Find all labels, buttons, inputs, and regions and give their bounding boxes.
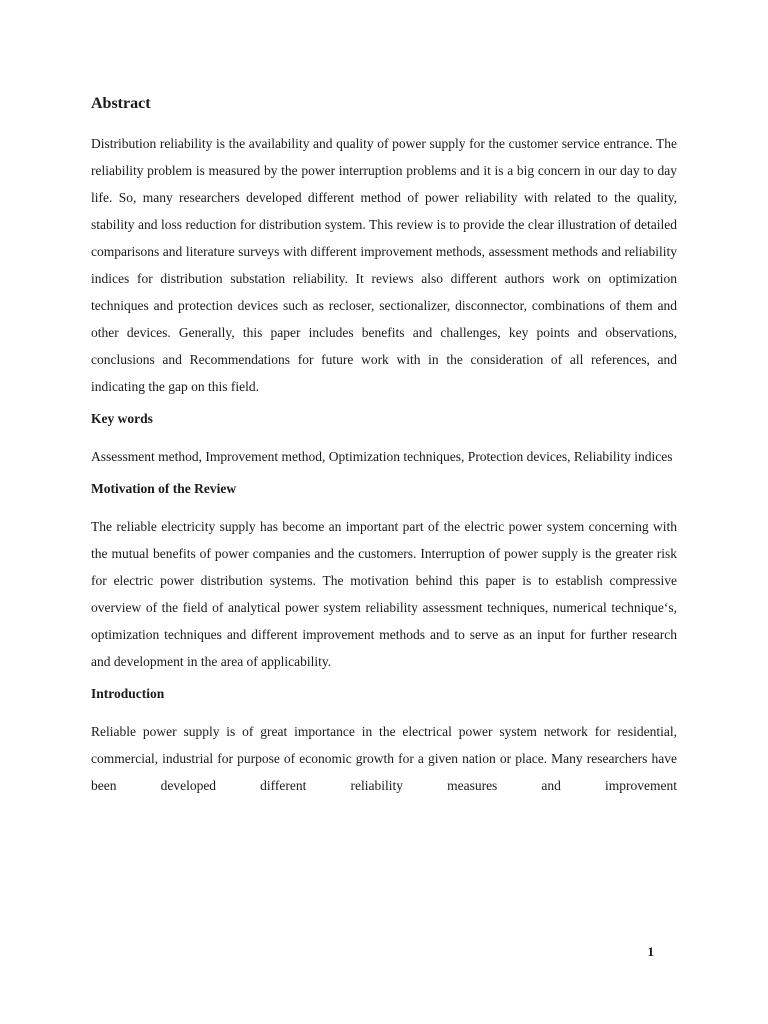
keywords-heading: Key words xyxy=(91,411,153,426)
page-number: 1 xyxy=(647,944,654,959)
abstract-heading: Abstract xyxy=(91,95,151,112)
abstract-paragraph: Distribution reliability is the availability and quality of power supply for the customer service entrance. The reliability problem is measured by the power interruption problems and it is a big concern in our day to day life. So, many researchers developed different method of power reliability with related to the quality, stability and loss reduction for distribution system. This review is to provide the clear illustration of detailed comparisons and literature surveys with different improvement methods, assessment methods and reliability indices for distribution substation reliability. It reviews also different authors work on optimization techniques and protection devices such as recloser, sectionalizer, disconnector, combinations of them and other devices. Generally, this paper includes benefits and challenges, key points and observations, conclusions and Recommendations for future work with in the consideration of all references, and indicating the gap on this field. xyxy=(91,136,677,394)
motivation-paragraph: The reliable electricity supply has become an important part of the electric power system concerning with the mutual benefits of power companies and the customers. Interruption of power supply is the greater risk for electric power distribution systems. The motivation behind this paper is to establish compressive overview of the field of analytical power system reliability assessment techniques, numerical technique‘s, optimization techniques and different improvement methods and to serve as an input for further research and development in the area of applicability. xyxy=(91,519,677,669)
introduction-paragraph: Reliable power supply is of great importance in the electrical power system network for residential, commercial, industrial for purpose of economic growth for a given nation or place. Many researchers have been developed different reliability measures and improvement xyxy=(91,724,677,793)
motivation-heading: Motivation of the Review xyxy=(91,481,237,496)
paper-page xyxy=(91,93,677,809)
introduction-heading: Introduction xyxy=(91,686,165,701)
keywords-paragraph: Assessment method, Improvement method, Optimization techniques, Protection devices, Reliability indices xyxy=(91,449,673,464)
